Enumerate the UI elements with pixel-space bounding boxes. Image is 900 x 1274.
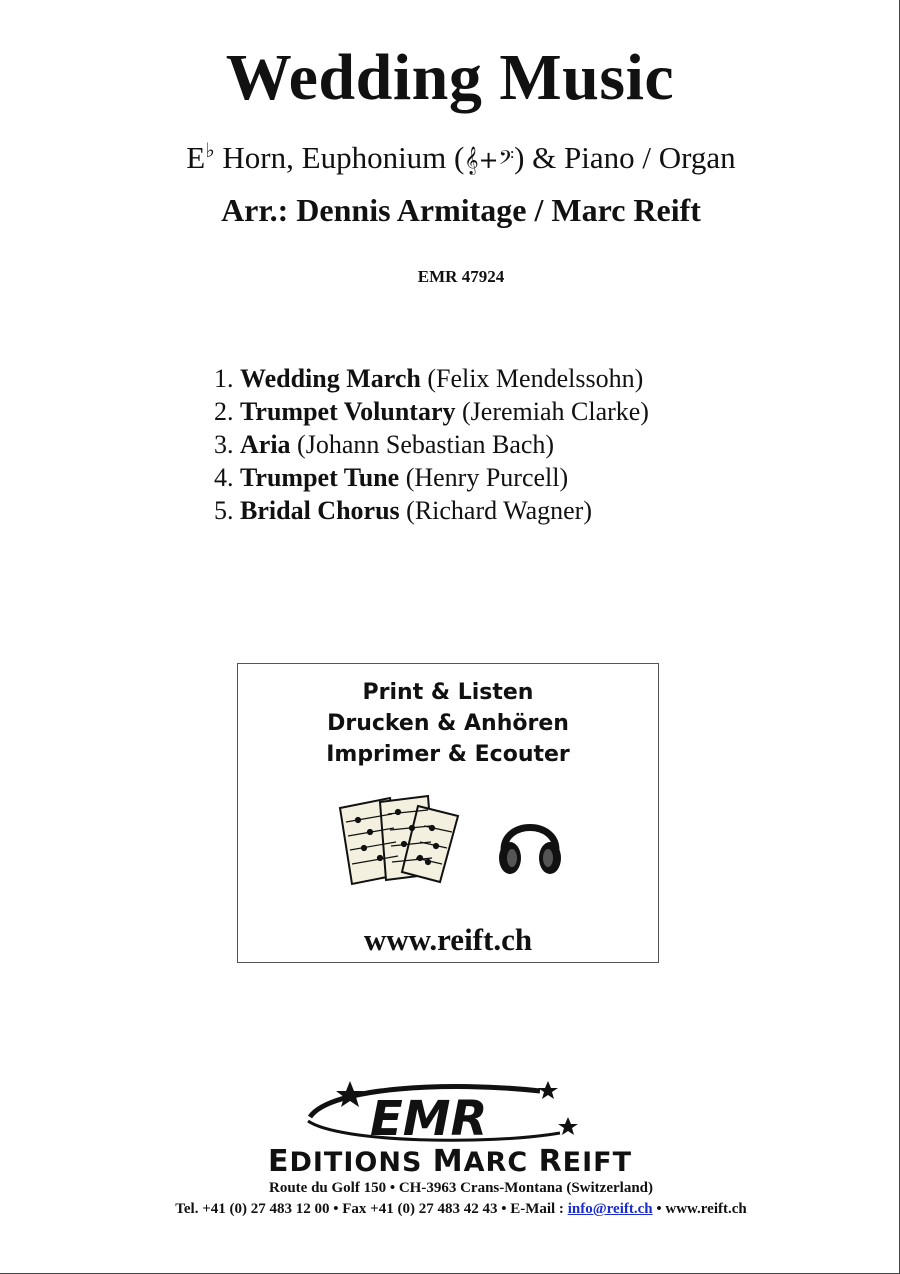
- list-item: [214, 362, 649, 395]
- list-item: [214, 494, 649, 527]
- publisher-part-eift: EIFT: [562, 1147, 633, 1178]
- piece-number: 5.: [214, 496, 234, 525]
- piece-title: Wedding March: [240, 364, 421, 393]
- publisher-address: Route du Golf 150 • CH-3963 Crans-Montana (Switzerland): [269, 1180, 653, 1196]
- instruments-suffix: ) & Piano / Organ: [514, 140, 736, 175]
- piece-composer: (Jeremiah Clarke): [462, 397, 649, 426]
- piece-title: Aria: [240, 430, 291, 459]
- piece-list: [214, 362, 649, 527]
- list-item: [214, 428, 649, 461]
- catalog-number: EMR 47924: [417, 267, 505, 286]
- publisher-part-arc: ARC: [463, 1147, 539, 1178]
- clef-icons: 𝄞+𝄢: [464, 146, 515, 174]
- emr-logo: [300, 1077, 590, 1149]
- promo-line-english: Print & Listen: [362, 680, 534, 705]
- promo-line-german: Drucken & Anhören: [327, 711, 569, 736]
- piece-title: Trumpet Voluntary: [240, 397, 456, 426]
- publisher-initial-m: M: [432, 1144, 464, 1179]
- publisher-name: [0, 1144, 900, 1179]
- piece-number: 1.: [214, 364, 234, 393]
- contact-line: [0, 1201, 900, 1218]
- email-link[interactable]: info@reift.ch: [567, 1201, 653, 1217]
- key-letter: E: [186, 140, 206, 175]
- instrumentation: [0, 138, 900, 176]
- publisher-part-ditions: DITIONS: [289, 1147, 433, 1178]
- piece-number: 2.: [214, 397, 234, 426]
- piece-number: 4.: [214, 463, 234, 492]
- arranger-line: Arr.: Dennis Armitage / Marc Reift: [221, 192, 701, 228]
- piece-composer: (Henry Purcell): [405, 463, 569, 492]
- piece-composer: (Felix Mendelssohn): [427, 364, 644, 393]
- promo-url-link[interactable]: www.reift.ch: [363, 922, 533, 957]
- publisher-initial-r: R: [538, 1144, 563, 1179]
- page-title: Wedding Music: [225, 41, 675, 114]
- piece-title: Trumpet Tune: [240, 463, 400, 492]
- contact-phone-fax: Tel. +41 (0) 27 483 12 00 • Fax +41 (0) 27 483 42 43 • E-Mail :: [175, 1201, 568, 1217]
- piece-number: 3.: [214, 430, 234, 459]
- promo-line-french: Imprimer & Ecouter: [326, 742, 570, 767]
- headphones-icon: [496, 806, 564, 882]
- flat-sign: ♭: [205, 140, 215, 162]
- publisher-initial-e: E: [267, 1144, 290, 1179]
- instruments-text: Horn, Euphonium (: [214, 140, 465, 175]
- list-item: [214, 395, 649, 428]
- piece-composer: (Johann Sebastian Bach): [297, 430, 555, 459]
- contact-website: • www.reift.ch: [652, 1201, 747, 1217]
- logo-text: EMR: [370, 1091, 488, 1147]
- list-item: [214, 461, 649, 494]
- print-listen-box[interactable]: [237, 663, 659, 963]
- sheet-music-icon: [336, 792, 470, 888]
- piece-composer: (Richard Wagner): [406, 496, 593, 525]
- piece-title: Bridal Chorus: [240, 496, 400, 525]
